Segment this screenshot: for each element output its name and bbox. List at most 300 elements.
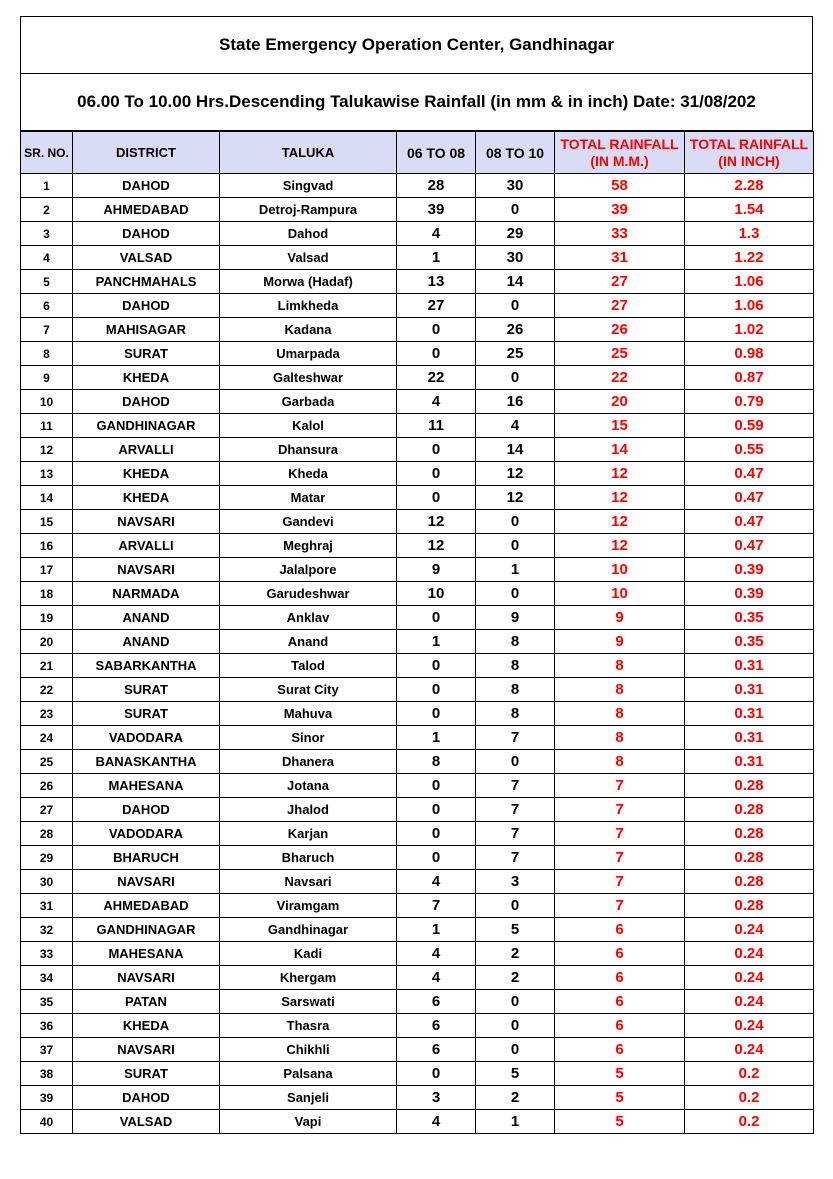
district-cell: PATAN (73, 990, 220, 1014)
table-row (21, 918, 814, 942)
table-row (21, 630, 814, 654)
district-cell: NARMADA (73, 582, 220, 606)
total-mm-cell: 6 (555, 966, 685, 990)
rain-08-10-cell: 0 (476, 894, 555, 918)
rain-06-08-cell: 4 (397, 1110, 476, 1134)
rain-06-08-cell: 0 (397, 654, 476, 678)
sr-no-cell: 13 (21, 462, 73, 486)
total-inch-cell: 0.35 (685, 630, 814, 654)
district-cell: GANDHINAGAR (73, 918, 220, 942)
taluka-cell: Viramgam (220, 894, 397, 918)
table-row (21, 438, 814, 462)
district-cell: SURAT (73, 1062, 220, 1086)
rain-08-10-cell: 30 (476, 246, 555, 270)
sr-no-cell: 20 (21, 630, 73, 654)
total-inch-cell: 0.2 (685, 1086, 814, 1110)
rain-06-08-cell: 6 (397, 1014, 476, 1038)
rain-08-10-cell: 7 (476, 822, 555, 846)
table-row (21, 798, 814, 822)
col-header-taluka: TALUKA (220, 132, 397, 174)
rain-06-08-cell: 4 (397, 390, 476, 414)
total-mm-cell: 58 (555, 174, 685, 198)
district-cell: MAHESANA (73, 942, 220, 966)
total-mm-cell: 22 (555, 366, 685, 390)
table-row (21, 342, 814, 366)
total-inch-cell: 0.28 (685, 774, 814, 798)
district-cell: ARVALLI (73, 438, 220, 462)
district-cell: NAVSARI (73, 1038, 220, 1062)
total-inch-cell: 0.31 (685, 654, 814, 678)
table-row (21, 390, 814, 414)
total-mm-cell: 5 (555, 1086, 685, 1110)
total-inch-cell: 0.47 (685, 462, 814, 486)
total-inch-cell: 0.47 (685, 510, 814, 534)
district-cell: ANAND (73, 630, 220, 654)
table-row (21, 270, 814, 294)
district-cell: NAVSARI (73, 510, 220, 534)
report-title: State Emergency Operation Center, Gandhinagar (20, 16, 813, 74)
taluka-cell: Garudeshwar (220, 582, 397, 606)
rain-08-10-cell: 0 (476, 1014, 555, 1038)
district-cell: DAHOD (73, 294, 220, 318)
total-mm-cell: 8 (555, 750, 685, 774)
rain-06-08-cell: 0 (397, 1062, 476, 1086)
sr-no-cell: 29 (21, 846, 73, 870)
rain-06-08-cell: 12 (397, 510, 476, 534)
sr-no-cell: 11 (21, 414, 73, 438)
rain-06-08-cell: 6 (397, 990, 476, 1014)
col-header-district: DISTRICT (73, 132, 220, 174)
col-header-total-inch (685, 132, 814, 174)
rain-06-08-cell: 4 (397, 942, 476, 966)
taluka-cell: Jalalpore (220, 558, 397, 582)
rain-08-10-cell: 0 (476, 582, 555, 606)
table-row (21, 606, 814, 630)
sr-no-cell: 3 (21, 222, 73, 246)
table-row (21, 1110, 814, 1134)
taluka-cell: Galteshwar (220, 366, 397, 390)
total-inch-cell: 0.31 (685, 702, 814, 726)
rain-08-10-cell: 12 (476, 462, 555, 486)
sr-no-cell: 18 (21, 582, 73, 606)
sr-no-cell: 10 (21, 390, 73, 414)
total-mm-cell: 6 (555, 990, 685, 1014)
taluka-cell: Detroj-Rampura (220, 198, 397, 222)
rain-08-10-cell: 29 (476, 222, 555, 246)
total-inch-cell: 0.28 (685, 822, 814, 846)
rain-06-08-cell: 10 (397, 582, 476, 606)
col-header-sr: SR. NO. (21, 132, 73, 174)
total-inch-cell: 1.06 (685, 294, 814, 318)
total-inch-cell: 0.2 (685, 1062, 814, 1086)
table-row (21, 1014, 814, 1038)
col-header-total-mm-line2: (IN M.M.) (590, 152, 649, 169)
rain-06-08-cell: 6 (397, 1038, 476, 1062)
district-cell: BHARUCH (73, 846, 220, 870)
total-mm-cell: 7 (555, 822, 685, 846)
rain-06-08-cell: 39 (397, 198, 476, 222)
rain-06-08-cell: 13 (397, 270, 476, 294)
sr-no-cell: 15 (21, 510, 73, 534)
total-mm-cell: 8 (555, 678, 685, 702)
taluka-cell: Bharuch (220, 846, 397, 870)
sr-no-cell: 5 (21, 270, 73, 294)
rain-06-08-cell: 0 (397, 798, 476, 822)
rain-08-10-cell: 7 (476, 846, 555, 870)
rain-08-10-cell: 8 (476, 654, 555, 678)
rain-08-10-cell: 0 (476, 510, 555, 534)
district-cell: BANASKANTHA (73, 750, 220, 774)
total-mm-cell: 10 (555, 558, 685, 582)
total-inch-cell: 1.22 (685, 246, 814, 270)
total-inch-cell: 0.55 (685, 438, 814, 462)
rain-06-08-cell: 0 (397, 342, 476, 366)
taluka-cell: Kheda (220, 462, 397, 486)
table-row (21, 1086, 814, 1110)
taluka-cell: Dahod (220, 222, 397, 246)
district-cell: DAHOD (73, 1086, 220, 1110)
sr-no-cell: 8 (21, 342, 73, 366)
rain-06-08-cell: 0 (397, 678, 476, 702)
rain-08-10-cell: 3 (476, 870, 555, 894)
table-row (21, 198, 814, 222)
total-mm-cell: 5 (555, 1062, 685, 1086)
total-inch-cell: 0.98 (685, 342, 814, 366)
rain-08-10-cell: 14 (476, 270, 555, 294)
taluka-cell: Khergam (220, 966, 397, 990)
district-cell: MAHESANA (73, 774, 220, 798)
table-row (21, 366, 814, 390)
table-row (21, 1038, 814, 1062)
table-row (21, 510, 814, 534)
table-row (21, 750, 814, 774)
table-row (21, 822, 814, 846)
district-cell: KHEDA (73, 486, 220, 510)
rain-06-08-cell: 4 (397, 966, 476, 990)
total-inch-cell: 0.39 (685, 582, 814, 606)
district-cell: SURAT (73, 678, 220, 702)
total-mm-cell: 15 (555, 414, 685, 438)
total-inch-cell: 0.28 (685, 870, 814, 894)
rain-08-10-cell: 0 (476, 990, 555, 1014)
sr-no-cell: 1 (21, 174, 73, 198)
rain-08-10-cell: 26 (476, 318, 555, 342)
rain-08-10-cell: 5 (476, 1062, 555, 1086)
total-inch-cell: 0.28 (685, 798, 814, 822)
taluka-cell: Sarswati (220, 990, 397, 1014)
taluka-cell: Sinor (220, 726, 397, 750)
total-inch-cell: 0.28 (685, 846, 814, 870)
total-mm-cell: 9 (555, 606, 685, 630)
table-row (21, 870, 814, 894)
rain-06-08-cell: 4 (397, 222, 476, 246)
sr-no-cell: 2 (21, 198, 73, 222)
rain-06-08-cell: 0 (397, 702, 476, 726)
sr-no-cell: 17 (21, 558, 73, 582)
col-header-total-mm-line1: TOTAL RAINFALL (560, 135, 679, 152)
sr-no-cell: 31 (21, 894, 73, 918)
taluka-cell: Limkheda (220, 294, 397, 318)
district-cell: MAHISAGAR (73, 318, 220, 342)
sr-no-cell: 40 (21, 1110, 73, 1134)
rain-06-08-cell: 1 (397, 630, 476, 654)
table-header-row (21, 132, 814, 174)
district-cell: DAHOD (73, 222, 220, 246)
total-mm-cell: 6 (555, 942, 685, 966)
total-inch-cell: 0.87 (685, 366, 814, 390)
sr-no-cell: 38 (21, 1062, 73, 1086)
district-cell: KHEDA (73, 462, 220, 486)
district-cell: AHMEDABAD (73, 894, 220, 918)
district-cell: VALSAD (73, 246, 220, 270)
total-mm-cell: 27 (555, 294, 685, 318)
district-cell: KHEDA (73, 366, 220, 390)
total-mm-cell: 12 (555, 534, 685, 558)
total-mm-cell: 7 (555, 846, 685, 870)
rain-08-10-cell: 2 (476, 966, 555, 990)
table-row (21, 462, 814, 486)
district-cell: SURAT (73, 702, 220, 726)
table-row (21, 702, 814, 726)
taluka-cell: Jotana (220, 774, 397, 798)
district-cell: ANAND (73, 606, 220, 630)
total-mm-cell: 12 (555, 510, 685, 534)
sr-no-cell: 12 (21, 438, 73, 462)
total-inch-cell: 0.24 (685, 1038, 814, 1062)
sr-no-cell: 28 (21, 822, 73, 846)
district-cell: NAVSARI (73, 966, 220, 990)
rain-06-08-cell: 8 (397, 750, 476, 774)
rain-08-10-cell: 1 (476, 558, 555, 582)
district-cell: NAVSARI (73, 870, 220, 894)
rain-08-10-cell: 2 (476, 942, 555, 966)
total-mm-cell: 14 (555, 438, 685, 462)
total-inch-cell: 0.59 (685, 414, 814, 438)
rain-06-08-cell: 0 (397, 438, 476, 462)
total-inch-cell: 0.24 (685, 942, 814, 966)
sr-no-cell: 14 (21, 486, 73, 510)
table-row (21, 894, 814, 918)
table-row (21, 1062, 814, 1086)
sr-no-cell: 32 (21, 918, 73, 942)
sr-no-cell: 39 (21, 1086, 73, 1110)
district-cell: VALSAD (73, 1110, 220, 1134)
table-row (21, 534, 814, 558)
table-row (21, 774, 814, 798)
sr-no-cell: 34 (21, 966, 73, 990)
total-mm-cell: 7 (555, 870, 685, 894)
district-cell: PANCHMAHALS (73, 270, 220, 294)
total-mm-cell: 5 (555, 1110, 685, 1134)
col-header-total-mm (555, 132, 685, 174)
taluka-cell: Valsad (220, 246, 397, 270)
total-inch-cell: 1.06 (685, 270, 814, 294)
district-cell: NAVSARI (73, 558, 220, 582)
rain-08-10-cell: 0 (476, 294, 555, 318)
total-mm-cell: 26 (555, 318, 685, 342)
rain-06-08-cell: 28 (397, 174, 476, 198)
rain-06-08-cell: 9 (397, 558, 476, 582)
total-mm-cell: 12 (555, 486, 685, 510)
total-mm-cell: 27 (555, 270, 685, 294)
total-inch-cell: 0.35 (685, 606, 814, 630)
rain-06-08-cell: 0 (397, 606, 476, 630)
taluka-cell: Gandhinagar (220, 918, 397, 942)
taluka-cell: Talod (220, 654, 397, 678)
col-header-08-to-10: 08 TO 10 (476, 132, 555, 174)
taluka-cell: Karjan (220, 822, 397, 846)
total-inch-cell: 0.31 (685, 726, 814, 750)
total-inch-cell: 0.47 (685, 486, 814, 510)
taluka-cell: Jhalod (220, 798, 397, 822)
sr-no-cell: 25 (21, 750, 73, 774)
total-mm-cell: 31 (555, 246, 685, 270)
total-inch-cell: 0.28 (685, 894, 814, 918)
table-row (21, 846, 814, 870)
rain-08-10-cell: 8 (476, 630, 555, 654)
total-mm-cell: 6 (555, 1014, 685, 1038)
sr-no-cell: 26 (21, 774, 73, 798)
rain-08-10-cell: 16 (476, 390, 555, 414)
total-inch-cell: 0.79 (685, 390, 814, 414)
rain-08-10-cell: 30 (476, 174, 555, 198)
taluka-cell: Vapi (220, 1110, 397, 1134)
rain-08-10-cell: 14 (476, 438, 555, 462)
table-row (21, 942, 814, 966)
table-row (21, 414, 814, 438)
sr-no-cell: 19 (21, 606, 73, 630)
sr-no-cell: 7 (21, 318, 73, 342)
district-cell: DAHOD (73, 798, 220, 822)
rain-08-10-cell: 4 (476, 414, 555, 438)
total-mm-cell: 7 (555, 798, 685, 822)
district-cell: SURAT (73, 342, 220, 366)
sr-no-cell: 35 (21, 990, 73, 1014)
total-inch-cell: 1.3 (685, 222, 814, 246)
district-cell: VADODARA (73, 726, 220, 750)
total-inch-cell: 0.47 (685, 534, 814, 558)
table-row (21, 654, 814, 678)
total-inch-cell: 0.39 (685, 558, 814, 582)
total-mm-cell: 7 (555, 774, 685, 798)
total-inch-cell: 0.24 (685, 990, 814, 1014)
col-header-total-inch-line2: (IN INCH) (718, 152, 780, 169)
table-row (21, 486, 814, 510)
table-row (21, 318, 814, 342)
total-inch-cell: 0.24 (685, 1014, 814, 1038)
taluka-cell: Dhanera (220, 750, 397, 774)
rain-08-10-cell: 0 (476, 750, 555, 774)
sr-no-cell: 27 (21, 798, 73, 822)
sr-no-cell: 21 (21, 654, 73, 678)
taluka-cell: Navsari (220, 870, 397, 894)
rain-08-10-cell: 25 (476, 342, 555, 366)
total-inch-cell: 2.28 (685, 174, 814, 198)
sr-no-cell: 4 (21, 246, 73, 270)
rain-08-10-cell: 7 (476, 798, 555, 822)
sr-no-cell: 9 (21, 366, 73, 390)
rain-06-08-cell: 4 (397, 870, 476, 894)
rain-06-08-cell: 0 (397, 462, 476, 486)
rain-06-08-cell: 0 (397, 486, 476, 510)
rainfall-report (20, 16, 813, 1134)
rain-08-10-cell: 7 (476, 726, 555, 750)
rain-06-08-cell: 11 (397, 414, 476, 438)
table-row (21, 726, 814, 750)
rain-06-08-cell: 12 (397, 534, 476, 558)
total-inch-cell: 0.31 (685, 678, 814, 702)
report-subtitle: 06.00 To 10.00 Hrs.Descending Talukawise Rainfall (in mm & in inch) Date: 31/08/202 (20, 74, 813, 131)
total-mm-cell: 12 (555, 462, 685, 486)
total-mm-cell: 9 (555, 630, 685, 654)
total-mm-cell: 39 (555, 198, 685, 222)
taluka-cell: Kadi (220, 942, 397, 966)
total-mm-cell: 7 (555, 894, 685, 918)
rain-08-10-cell: 2 (476, 1086, 555, 1110)
district-cell: DAHOD (73, 390, 220, 414)
table-row (21, 246, 814, 270)
district-cell: GANDHINAGAR (73, 414, 220, 438)
sr-no-cell: 6 (21, 294, 73, 318)
total-mm-cell: 8 (555, 702, 685, 726)
sr-no-cell: 16 (21, 534, 73, 558)
district-cell: KHEDA (73, 1014, 220, 1038)
rain-06-08-cell: 0 (397, 822, 476, 846)
total-inch-cell: 0.2 (685, 1110, 814, 1134)
sr-no-cell: 33 (21, 942, 73, 966)
total-mm-cell: 8 (555, 726, 685, 750)
taluka-cell: Thasra (220, 1014, 397, 1038)
taluka-cell: Anand (220, 630, 397, 654)
rain-08-10-cell: 8 (476, 678, 555, 702)
rain-08-10-cell: 8 (476, 702, 555, 726)
total-mm-cell: 6 (555, 918, 685, 942)
taluka-cell: Chikhli (220, 1038, 397, 1062)
sr-no-cell: 30 (21, 870, 73, 894)
rain-06-08-cell: 0 (397, 318, 476, 342)
table-row (21, 966, 814, 990)
taluka-cell: Morwa (Hadaf) (220, 270, 397, 294)
rain-08-10-cell: 7 (476, 774, 555, 798)
taluka-cell: Umarpada (220, 342, 397, 366)
taluka-cell: Singvad (220, 174, 397, 198)
col-header-06-to-08: 06 TO 08 (397, 132, 476, 174)
total-inch-cell: 1.02 (685, 318, 814, 342)
rain-08-10-cell: 0 (476, 1038, 555, 1062)
rain-06-08-cell: 7 (397, 894, 476, 918)
table-row (21, 222, 814, 246)
taluka-cell: Sanjeli (220, 1086, 397, 1110)
rain-08-10-cell: 9 (476, 606, 555, 630)
total-inch-cell: 1.54 (685, 198, 814, 222)
rain-06-08-cell: 1 (397, 918, 476, 942)
table-row (21, 678, 814, 702)
rain-06-08-cell: 3 (397, 1086, 476, 1110)
total-mm-cell: 6 (555, 1038, 685, 1062)
taluka-cell: Garbada (220, 390, 397, 414)
taluka-cell: Mahuva (220, 702, 397, 726)
sr-no-cell: 23 (21, 702, 73, 726)
rain-06-08-cell: 22 (397, 366, 476, 390)
rain-08-10-cell: 5 (476, 918, 555, 942)
total-mm-cell: 33 (555, 222, 685, 246)
taluka-cell: Gandevi (220, 510, 397, 534)
sr-no-cell: 24 (21, 726, 73, 750)
sr-no-cell: 37 (21, 1038, 73, 1062)
rain-06-08-cell: 1 (397, 246, 476, 270)
table-row (21, 294, 814, 318)
rain-08-10-cell: 12 (476, 486, 555, 510)
